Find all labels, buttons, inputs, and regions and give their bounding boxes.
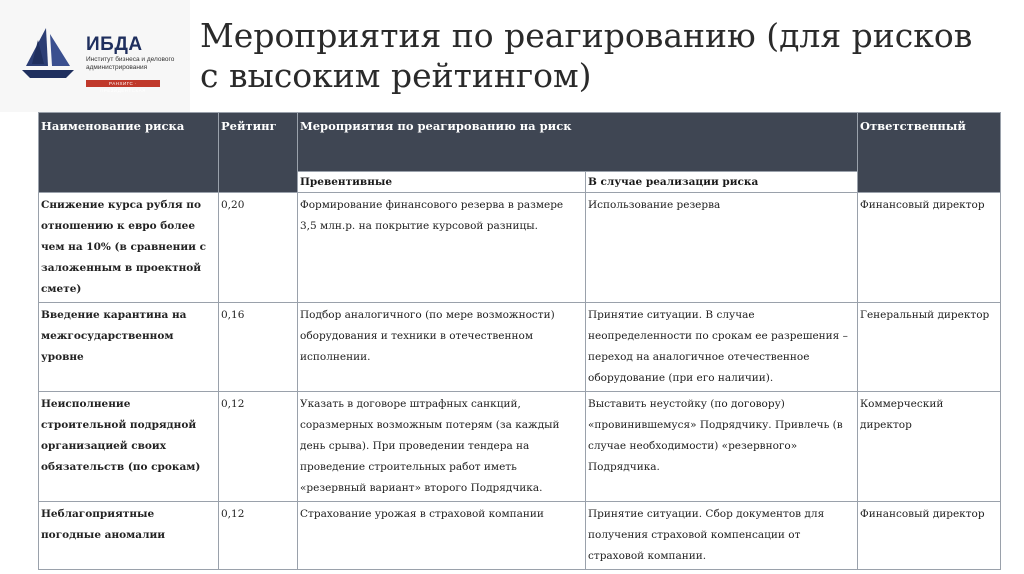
cell-on-occurrence: Выставить неустойку (по договору) «провинившемуся» Подрядчику. Привлечь (в случае необходимости) «резервного» Подрядчика.	[586, 392, 858, 502]
ship-logo-icon	[18, 26, 78, 86]
cell-risk: Введение карантина на межгосударственном уровне	[39, 303, 219, 392]
cell-risk: Неблагоприятные погодные аномалии	[39, 502, 219, 570]
cell-responsible: Генеральный директор	[858, 303, 1001, 392]
table-row	[39, 303, 1001, 392]
cell-preventive: Указать в договоре штрафных санкций, соразмерных возможным потерям (за каждый день срыва). При проведении тендера на проведение строительных работ иметь «резервный вариант» второго Подрядчика.	[298, 392, 586, 502]
header-rating: Рейтинг	[219, 113, 298, 193]
logo-subtitle: Институт бизнеса и делового администрирования	[86, 56, 175, 71]
table-row	[39, 193, 1001, 303]
table-row	[39, 502, 1001, 570]
header-risk: Наименование риска	[39, 113, 219, 193]
logo-tag: РАНХИГС · ПРЕЗИДЕНТСКАЯ	[86, 80, 160, 87]
cell-responsible: Коммерческий директор	[858, 392, 1001, 502]
cell-rating: 0,16	[219, 303, 298, 392]
cell-on-occurrence: Принятие ситуации. Сбор документов для получения страховой компенсации от страховой компании.	[586, 502, 858, 570]
risk-response-table	[38, 112, 1001, 570]
cell-rating: 0,20	[219, 193, 298, 303]
cell-preventive: Страхование урожая в страховой компании	[298, 502, 586, 570]
header-row	[39, 113, 1001, 172]
cell-rating: 0,12	[219, 392, 298, 502]
cell-responsible: Финансовый директор	[858, 502, 1001, 570]
header-on-occurrence: В случае реализации риска	[586, 172, 858, 193]
cell-preventive: Формирование финансового резерва в размере 3,5 млн.р. на покрытие курсовой разницы.	[298, 193, 586, 303]
table-row	[39, 392, 1001, 502]
cell-risk: Снижение курса рубля по отношению к евро более чем на 10% (в сравнении с заложенным в проектной смете)	[39, 193, 219, 303]
cell-risk: Неисполнение строительной подрядной организацией своих обязательств (по срокам)	[39, 392, 219, 502]
cell-responsible: Финансовый директор	[858, 193, 1001, 303]
header-preventive: Превентивные	[298, 172, 586, 193]
header-responsible: Ответственный	[858, 113, 1001, 193]
logo-brand: ИБДА	[86, 34, 143, 55]
cell-rating: 0,12	[219, 502, 298, 570]
cell-on-occurrence: Принятие ситуации. В случае неопределенности по срокам ее разрешения – переход на аналогичное отечественное оборудование (при его наличии).	[586, 303, 858, 392]
logo	[0, 0, 190, 112]
page-title: Мероприятия по реагированию (для рисков с высоким рейтингом)	[200, 16, 973, 95]
cell-on-occurrence: Использование резерва	[586, 193, 858, 303]
cell-preventive: Подбор аналогичного (по мере возможности) оборудования и техники в отечественном исполнении.	[298, 303, 586, 392]
header-measures: Мероприятия по реагированию на риск	[298, 113, 858, 172]
